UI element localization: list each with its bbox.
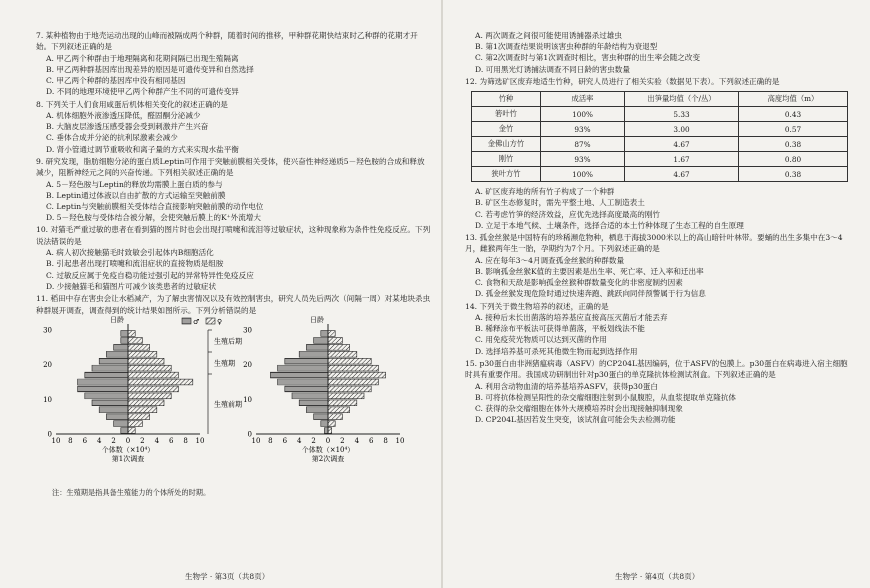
female-bar (328, 414, 342, 420)
male-bar (321, 421, 328, 427)
table-cell: 0.57 (739, 122, 848, 137)
female-bar (128, 372, 178, 378)
table-cell: 0.38 (739, 167, 848, 182)
male-bar (278, 379, 328, 385)
legend-male-label: ♂ (193, 317, 200, 326)
female-bar (328, 421, 335, 427)
option-d: D. CP204L基因若发生突变，该试剂盒可能会失去检测功能 (475, 415, 676, 425)
y-tick-label: 20 (243, 361, 252, 370)
page-footer: 生物学 · 第4页（共8页） (615, 572, 700, 581)
option-d: D. 选择培养基可杀死其他微生物而起到选择作用 (475, 346, 638, 356)
female-bar (128, 351, 157, 357)
male-bar (314, 337, 328, 343)
option-a: A. 利用含动物血清的培养基培养ASFV，获得p30蛋白 (475, 381, 658, 391)
male-bar (99, 358, 128, 364)
question-stem: 11. 稻田中存在害虫会让水稻减产，为了解虫害情况以及有效控制害虫，研究人员先后两次（间隔一周）对某地块杀虫种群展开调查，调查得到的统计结果如图所示。下列分析错误的是 (36, 294, 431, 315)
chart-title: 第2次调查 (311, 454, 345, 463)
male-bar (324, 428, 328, 434)
female-bar (128, 358, 164, 364)
y-tick-label: 10 (243, 395, 252, 404)
female-bar (328, 351, 357, 357)
male-bar (306, 407, 328, 413)
table-cell: 1.67 (625, 152, 739, 167)
female-bar (128, 407, 157, 413)
x-tick-label: 10 (51, 436, 61, 445)
zone-label: 生殖期 (214, 359, 235, 368)
x-tick-label: 6 (282, 436, 288, 445)
legend-female-label: ♀ (217, 317, 223, 326)
option-a: A. 病人初次接触猫毛时致敏会引起体内B细胞活化 (46, 248, 214, 258)
male-bar (106, 351, 128, 357)
option-a: A. 甲乙两个种群由于地理隔离和花期间隔已出现生殖隔离 (46, 53, 239, 63)
female-bar (128, 331, 135, 337)
male-bar (106, 414, 128, 420)
male-bar (92, 365, 128, 371)
male-bar (292, 393, 328, 399)
male-bar (270, 372, 328, 378)
male-bar (321, 331, 328, 337)
option-c: C. 垂体合成并分泌的抗利尿激素会减少 (46, 133, 178, 143)
question-stem: 10. 对猫毛严重过敏的患者在看到猫的图片时也会出现打喷嚏和流泪等过敏症状，这种现象称为条件性免疫反应。下列说法错误的是 (36, 225, 431, 246)
question-stem: 7. 某种植物由于地壳运动出现的山峰而被隔成两个种群，随着时间的推移，甲种群花期快结束时乙种群的花期才开始。下列叙述正确的是 (36, 31, 418, 52)
question-stem: 14. 下列关于微生物培养的叙述，正确的是 (465, 301, 609, 311)
male-bar (306, 344, 328, 350)
option-a: A. 矿区废弃地的所有竹子构成了一个种群 (475, 187, 615, 197)
option-a: A. 接种后未长出菌落的培养基应直接高压灭菌后才能丢弃 (475, 313, 668, 323)
x-tick-label: 6 (82, 436, 88, 445)
option-b: B. Leptin通过体液以自由扩散的方式运输至突触前膜 (46, 190, 226, 200)
table-cell: 87% (541, 137, 625, 152)
option-d: D. 不同的地理环境使甲乙两个种群产生不同的可遗传变异 (46, 87, 239, 97)
x-tick-label: 10 (195, 436, 205, 445)
x-tick-label: 2 (311, 436, 316, 445)
y-tick-label: 30 (243, 326, 252, 335)
option-b: B. 引起患者出现打喷嚏和流泪症状的直接物质是组胺 (46, 259, 224, 269)
male-bar (99, 407, 128, 413)
option-c: C. 甲乙两个种群的基因库中没有相同基因 (46, 76, 186, 86)
question-9 (36, 156, 432, 224)
option-c: C. 若考虑竹笋的经济效益，应优先选择高度最高的刚竹 (475, 209, 661, 219)
table-cell: 0.43 (739, 107, 848, 122)
y-tick-label: 10 (43, 395, 52, 404)
table-cell: 0.80 (739, 152, 848, 167)
male-bar (278, 365, 328, 371)
female-bar (128, 379, 193, 385)
y-tick-label: 30 (43, 326, 52, 335)
option-b: B. 矿区生态修复时，需先平整土地、人工制造表土 (475, 198, 645, 208)
table-row (472, 122, 848, 137)
option-d: D. 可用黑光灯诱捕法调查不同日龄的害虫数量 (475, 64, 630, 74)
male-bar (78, 386, 128, 392)
x-tick-label: 8 (383, 436, 388, 445)
option-a: A. 5－羟色胺与Leptin的释放均需膜上蛋白质的参与 (46, 179, 223, 189)
zone-label: 生殖前期 (214, 400, 242, 409)
y-tick-label: 0 (247, 430, 252, 439)
female-bar (328, 400, 357, 406)
y-axis-label: 日龄 (110, 315, 124, 324)
table-header: 竹种 (472, 92, 541, 107)
option-c: C. Leptin与突触前膜相关受体结合直接影响突触前膜的动作电位 (46, 202, 264, 212)
female-bar (128, 337, 142, 343)
male-bar (121, 331, 128, 337)
question-8 (36, 99, 432, 155)
legend-male-swatch (182, 318, 191, 324)
table-header: 高度均值（m） (739, 92, 848, 107)
female-bar (328, 379, 378, 385)
female-bar (128, 386, 178, 392)
table-cell: 4.67 (625, 167, 739, 182)
female-bar (128, 421, 142, 427)
question-11 (36, 293, 432, 498)
x-tick-label: 4 (296, 436, 302, 445)
female-bar (128, 344, 150, 350)
female-bar (328, 358, 371, 364)
male-bar (121, 428, 128, 434)
question-14 (465, 301, 852, 357)
zone-label: 生殖后期 (214, 337, 242, 346)
x-tick-label: 2 (340, 436, 345, 445)
option-c: C. 获得的杂交瘤细胞在体外大规模培养时会出现接触抑制现象 (475, 404, 683, 414)
legend-female-swatch (206, 318, 215, 324)
male-bar (299, 351, 328, 357)
option-c: C. 过敏反应属于免疫自稳功能过强引起的异常特异性免疫反应 (46, 270, 254, 280)
x-tick-label: 8 (268, 436, 273, 445)
table-row (472, 137, 848, 152)
question-15 (465, 358, 852, 426)
y-axis-label: 日龄 (310, 315, 324, 324)
female-bar (328, 372, 386, 378)
option-b: B. 稀释涂布平板法可获得单菌落，平板划线法不能 (475, 324, 645, 334)
table-cell: 5.33 (625, 107, 739, 122)
option-b: B. 大脑皮层渗透压感受器会受到刺激并产生兴奋 (46, 122, 209, 132)
male-bar (285, 358, 328, 364)
option-c: C. 第2次调查时与第1次调查时相比，害虫种群的出生率会随之改变 (475, 53, 701, 63)
option-b: B. 可将抗体检测呈阳性的杂交瘤细胞注射到小鼠腹腔，从血浆提取单克隆抗体 (475, 392, 736, 402)
question-stem: 9. 研究发现，脂肪细胞分泌的蛋白质Leptin可作用于突触前膜相关受体，使兴奋性神经递质5－羟色胺的合成和释放减少，阻断神经元之间的兴奋传递。下列相关叙述正确的是 (36, 156, 425, 178)
x-tick-label: 2 (140, 436, 145, 445)
x-tick-label: 0 (125, 436, 131, 445)
female-bar (328, 344, 350, 350)
male-bar (114, 421, 128, 427)
table-row (472, 167, 848, 182)
female-bar (328, 386, 371, 392)
figure-note: 注：生殖期是指具备生殖能力的个体所处的时期。 (52, 487, 211, 497)
male-bar (285, 386, 328, 392)
female-bar (328, 393, 364, 399)
option-a: A. 两次调查之间很可能使用诱捕器杀过雄虫 (475, 31, 622, 40)
x-tick-label: 8 (68, 436, 73, 445)
table-cell: 3.00 (625, 122, 739, 137)
male-bar (85, 372, 128, 378)
x-tick-label: 10 (251, 436, 261, 445)
female-bar (328, 428, 332, 434)
table-cell: 4.67 (625, 137, 739, 152)
male-bar (85, 393, 128, 399)
option-d: D. 孤金丝猴发现危险时通过快速奔跑、跳跃向同伴预警属于行为信息 (475, 289, 706, 299)
option-b: B. 第1次调查结果说明该害虫种群的年龄结构为衰退型 (475, 42, 658, 52)
question-11-options (465, 30, 852, 75)
question-7 (36, 30, 432, 98)
male-bar (78, 379, 128, 385)
x-tick-label: 4 (96, 436, 102, 445)
age-pyramid-figure (36, 316, 432, 466)
option-d: D. 5－羟色胺与受体结合被分解，会使突触后膜上的K⁺外流增大 (46, 213, 261, 223)
x-tick-label: 6 (168, 436, 174, 445)
page-footer: 生物学 · 第3页（共8页） (185, 572, 270, 581)
female-bar (328, 407, 350, 413)
option-d: D. 立足于本地气候、土壤条件，选择合适的本土竹种体现了生态工程的自生原理 (475, 220, 744, 230)
question-stem: 15. p30蛋白由非洲猪瘟病毒（ASFV）的CP204L基因编码，位于ASFV的包膜上。p30蛋白在病毒进入宿主细胞时具有重要作用。我国成功研制出针对p30蛋白的单克隆抗体检测试剂盒。下列叙述正确的是 (465, 358, 848, 380)
table-cell: 100% (541, 107, 625, 122)
male-bar (299, 400, 328, 406)
question-stem: 13. 孤金丝猴是中国特有的珍稀濒危物种，栖息于海拔3000米以上的高山暗针叶林带。要蛹的出生多集中在3～4月，雌猴两年生一胎，孕期约为7个月。下列叙述正确的是 (465, 233, 843, 254)
table-cell: 金佛山方竹 (472, 137, 541, 152)
table-cell: 狭叶方竹 (472, 167, 541, 182)
bamboo-table (471, 91, 848, 182)
x-tick-label: 4 (354, 436, 360, 445)
y-tick-label: 20 (43, 361, 52, 370)
table-header-row (472, 92, 848, 107)
option-c: C. 用免疫荧光物质可以达到灭菌的作用 (475, 335, 607, 345)
female-bar (128, 428, 135, 434)
question-13 (465, 232, 852, 300)
male-bar (92, 400, 128, 406)
question-12 (465, 76, 852, 231)
x-tick-label: 10 (395, 436, 405, 445)
x-tick-label: 0 (325, 436, 331, 445)
male-bar (121, 337, 128, 343)
female-bar (328, 365, 378, 371)
table-cell: 100% (541, 167, 625, 182)
y-tick-label: 0 (47, 430, 52, 439)
x-axis-label: 个体数（×10⁴） (301, 445, 355, 454)
x-axis-label: 个体数（×10⁴） (101, 445, 155, 454)
table-cell: 金竹 (472, 122, 541, 137)
female-bar (128, 393, 171, 399)
question-stem: 12. 为筛选矿区废弃地适生竹种，研究人员进行了相关实验（数据见下表）。下列叙述正确的是 (465, 76, 780, 86)
female-bar (328, 331, 335, 337)
question-10 (36, 224, 432, 292)
option-b: B. 影响孤金丝猴K值的主要因素是出生率、死亡率、迁入率和迁出率 (475, 267, 704, 277)
right-page (445, 0, 870, 588)
x-tick-label: 4 (154, 436, 160, 445)
option-a: A. 机体细胞外液渗透压降低，醛固酮分泌减少 (46, 111, 201, 121)
table-cell: 箬叶竹 (472, 107, 541, 122)
x-tick-label: 8 (183, 436, 188, 445)
option-b: B. 甲乙两种群基因库出现差异的原因是可遗传变异和自然选择 (46, 65, 254, 75)
page-gutter (441, 0, 443, 588)
option-d: D. 肾小管通过调节重吸收和离子量的方式来实现水盐平衡 (46, 144, 239, 154)
male-bar (114, 344, 128, 350)
table-cell: 93% (541, 122, 625, 137)
x-tick-label: 6 (368, 436, 374, 445)
table-cell: 0.38 (739, 137, 848, 152)
x-tick-label: 2 (111, 436, 116, 445)
female-bar (128, 400, 164, 406)
table-header: 成活率 (541, 92, 625, 107)
chart-title: 第1次调查 (111, 454, 145, 463)
table-cell: 刚竹 (472, 152, 541, 167)
option-a: A. 应在每年3～4月调查孤金丝猴的种群数量 (475, 255, 625, 265)
female-bar (328, 337, 342, 343)
table-row (472, 107, 848, 122)
table-cell: 93% (541, 152, 625, 167)
option-c: C. 食物和天敌是影响孤金丝猴种群数量变化的非密度制约因素 (475, 278, 683, 288)
table-row (472, 152, 848, 167)
question-stem: 8. 下列关于人们食用咸蛋后机体相关变化的叙述正确的是 (36, 99, 228, 109)
female-bar (128, 365, 171, 371)
female-bar (128, 414, 150, 420)
option-d: D. 少接触猫毛和猫图片可减少该类患者的过敏症状 (46, 281, 217, 291)
pyramid-charts (36, 316, 432, 486)
male-bar (314, 414, 328, 420)
table-header: 出笋量均值（个/丛） (625, 92, 739, 107)
